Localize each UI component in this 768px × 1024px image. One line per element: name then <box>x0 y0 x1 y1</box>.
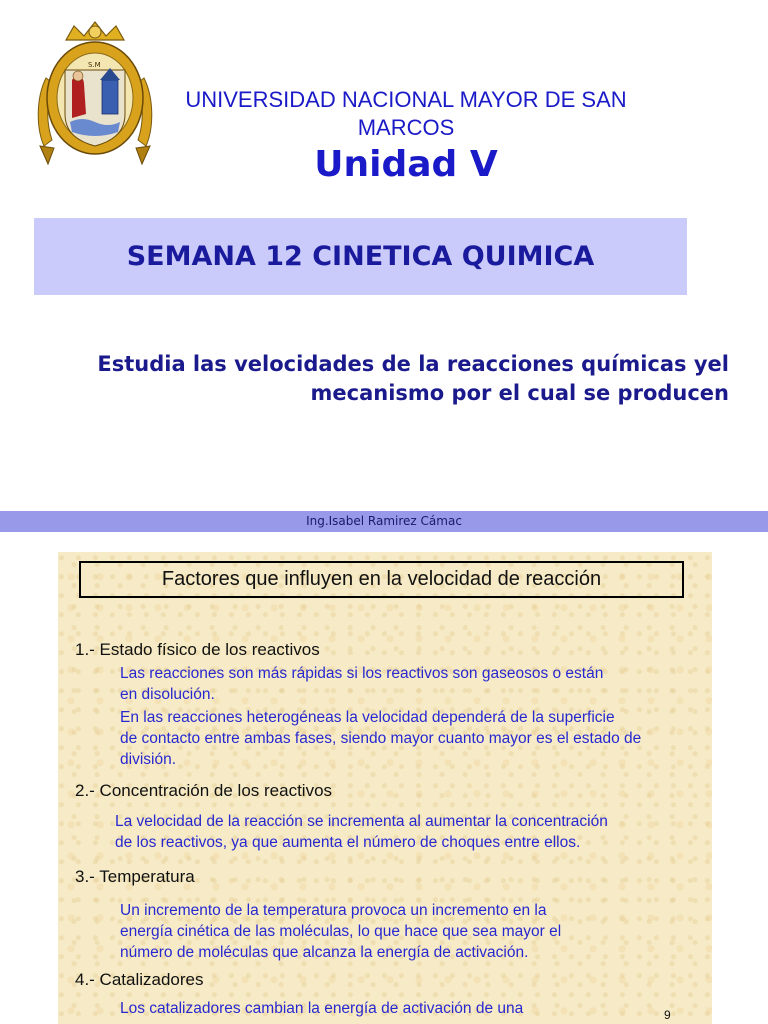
svg-text:S.M: S.M <box>88 61 101 69</box>
section-heading-4: 4.- Catalizadores <box>75 970 204 989</box>
university-crest-logo <box>32 18 158 168</box>
section-3-line-2: energía cinética de las moléculas, lo que hace que sea mayor el <box>120 923 562 940</box>
section-2-line-2: de los reactivos, ya que aumenta el número de choques entre ellos. <box>115 834 581 851</box>
topic-description: Estudia las velocidades de la reacciones químicas yel mecanismo por el cual se producen <box>97 352 729 405</box>
section-1-line-3: En las reacciones heterogéneas la velocidad dependerá de la superficie <box>120 709 615 726</box>
unit-title: Unidad V <box>314 144 498 185</box>
factors-title-box <box>79 561 684 598</box>
week-banner <box>34 218 687 295</box>
university-name: UNIVERSIDAD NACIONAL MAYOR DE SAN MARCOS <box>185 87 627 140</box>
section-4-line-1: Los catalizadores cambian la energía de activación de una <box>120 1000 524 1017</box>
week-title: SEMANA 12 CINETICA QUIMICA <box>126 241 595 272</box>
section-2-line-1: La velocidad de la reacción se incrementa al aumentar la concentración <box>115 813 608 830</box>
section-heading-2: 2.- Concentración de los reactivos <box>75 781 333 800</box>
footer-author: Ing.Isabel Ramirez Cámac <box>0 511 768 532</box>
page-number: 9 <box>664 1008 671 1022</box>
section-1-line-2: en disolución. <box>120 686 215 703</box>
section-3-line-1: Un incremento de la temperatura provoca un incremento en la <box>120 902 547 919</box>
section-heading-3: 3.- Temperatura <box>75 867 195 886</box>
section-3-line-3: número de moléculas que alcanza la energía de activación. <box>120 944 529 961</box>
section-1-line-4: de contacto entre ambas fases, siendo mayor cuanto mayor es el estado de <box>120 730 642 747</box>
section-heading-1: 1.- Estado físico de los reactivos <box>75 640 320 659</box>
factors-title: Factores que influyen en la velocidad de reacción <box>161 568 602 590</box>
section-1-line-1: Las reacciones son más rápidas si los reactivos son gaseosos o están <box>120 665 604 682</box>
factors-slide <box>58 552 712 1024</box>
section-1-line-5: división. <box>120 751 176 768</box>
